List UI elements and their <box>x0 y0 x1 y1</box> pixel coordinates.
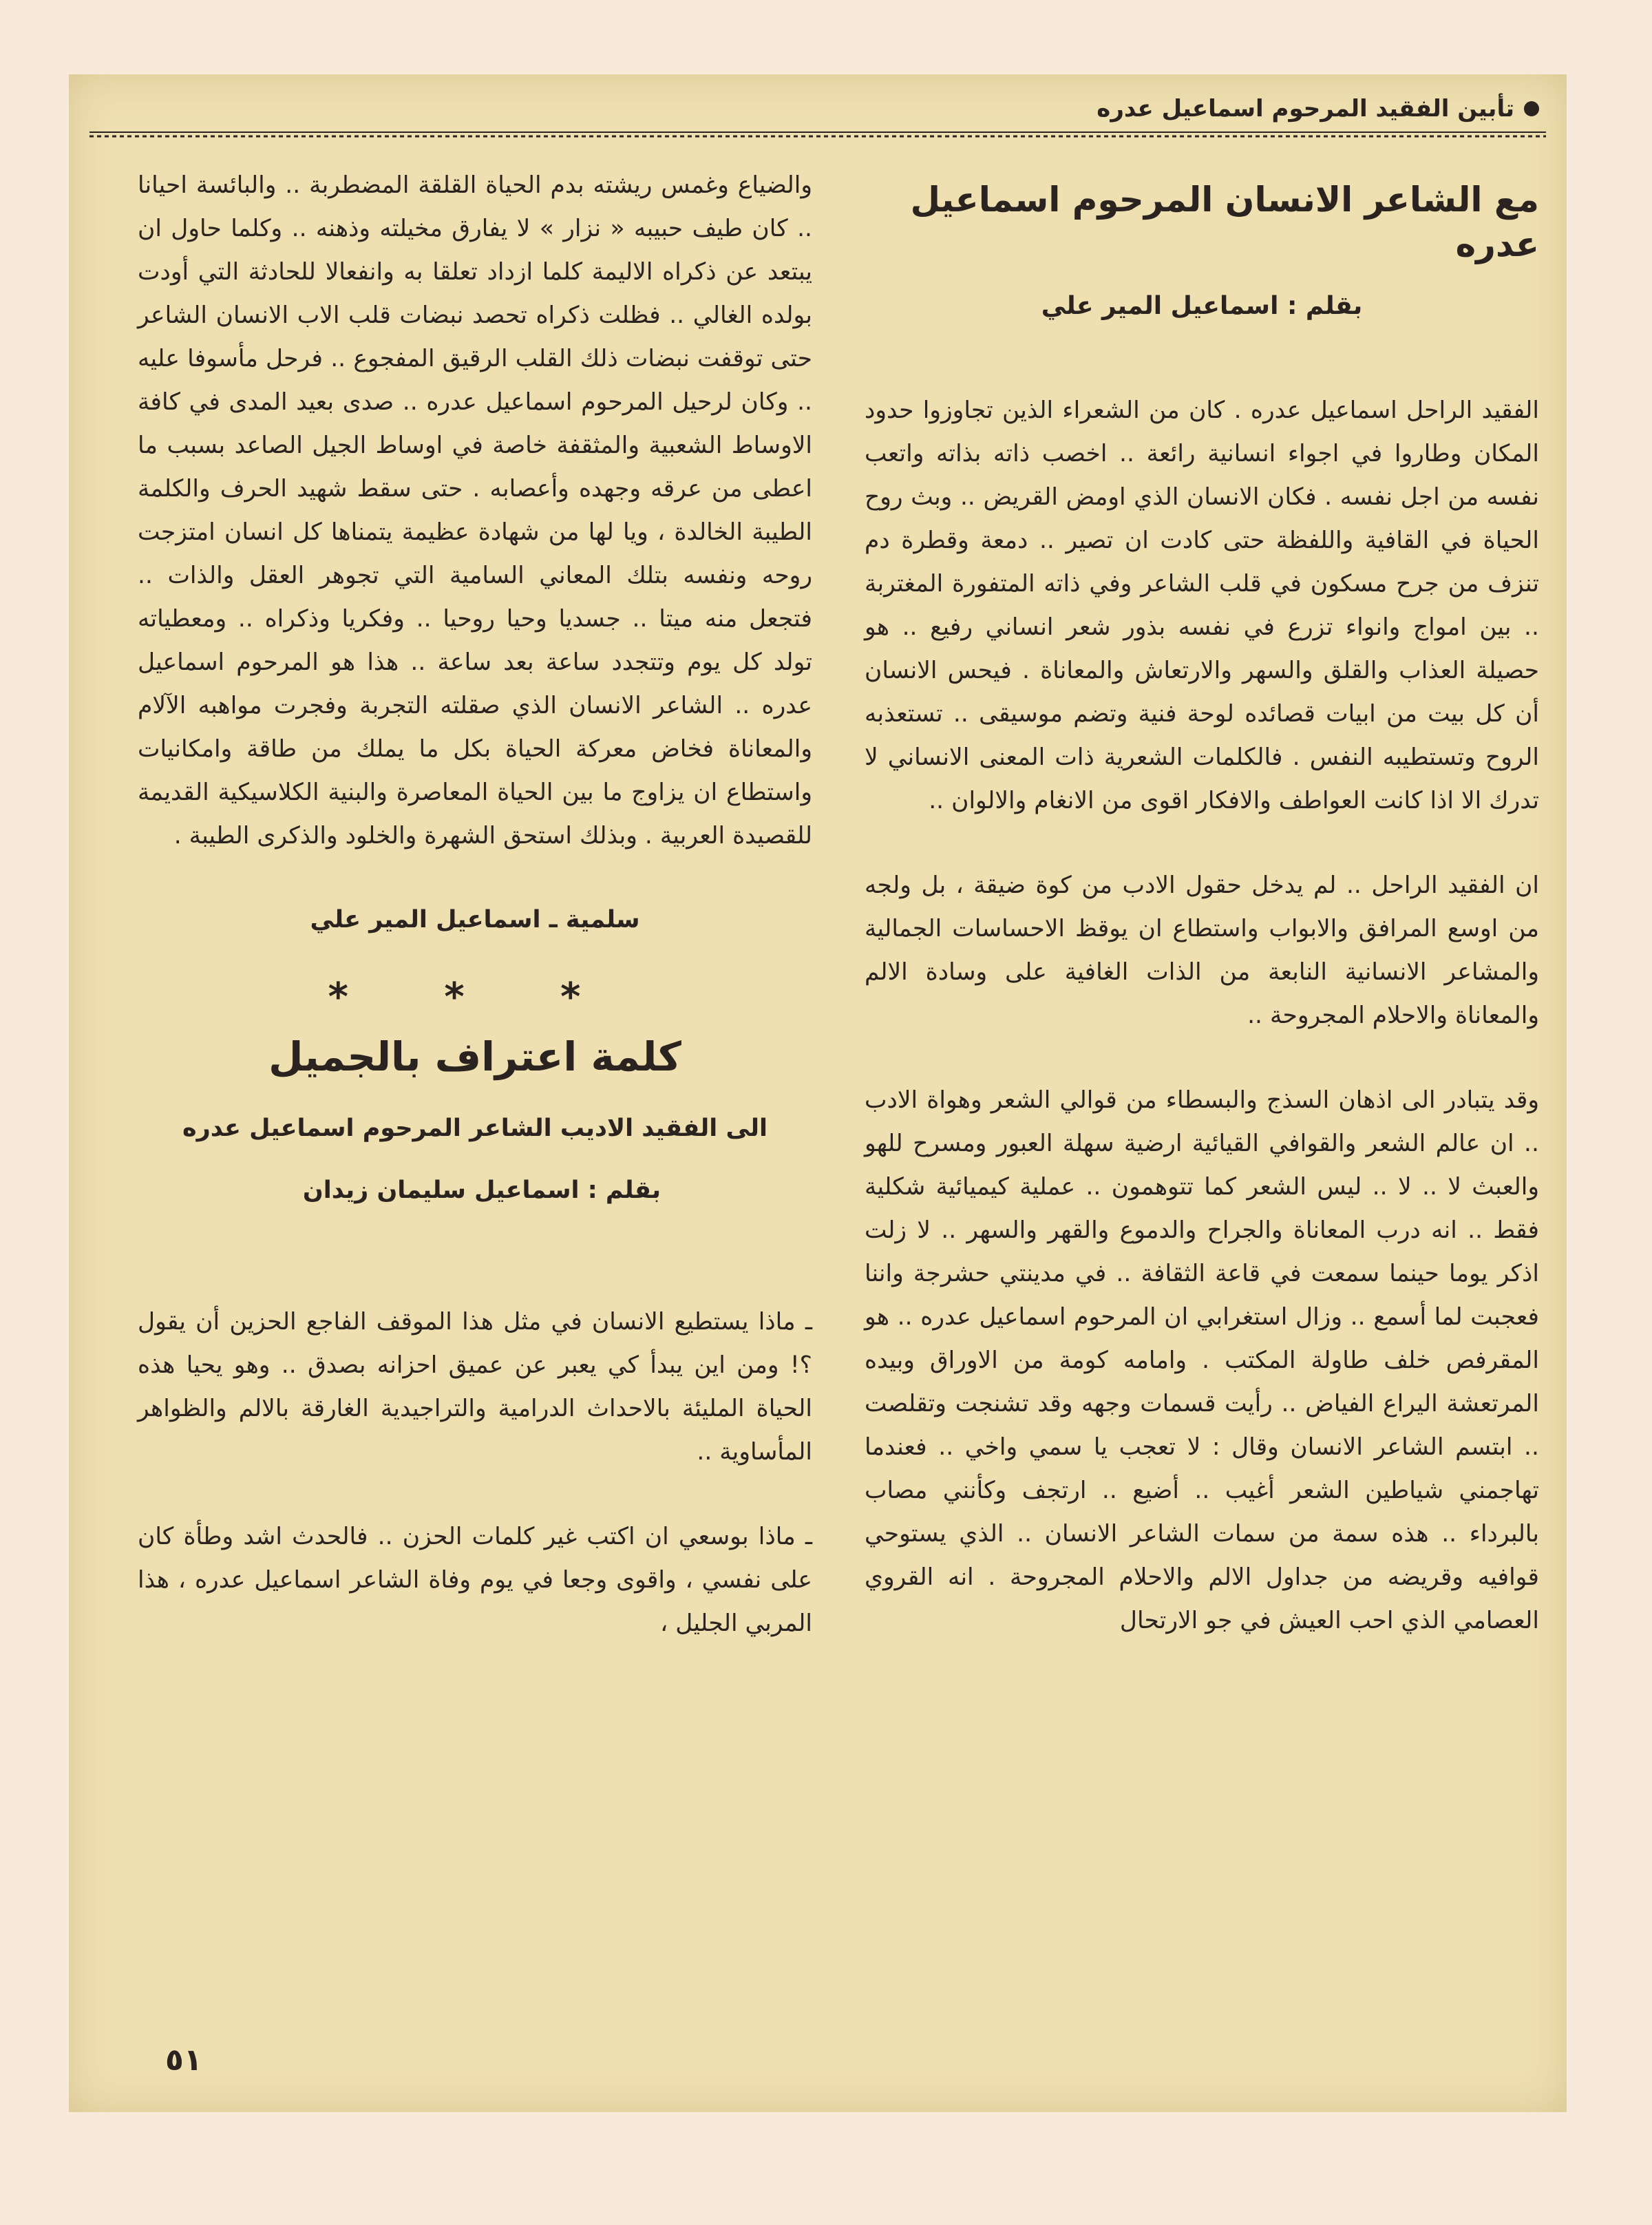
article-paragraph: وقد يتبادر الى اذهان السذج والبسطاء من قوالي الشعر وهواة الادب .. ان عالم الشعر والقوافي القيائية ارضية سهلة العبور ومسرح للهو والعبث لا .. لا .. ليس الشعر كما تتوهمون .. عملية كيميائية شكلية فقط .. انه درب المعاناة والجراح والدموع والقهر والسهر .. لا زلت اذكر يوما حينما سمعت في قاعة الثقافة .. في مدينتي حشرجة واننا فعجبت لما أسمع .. وزال استغرابي ان المرحوم اسماعيل عدره .. هو المقرفص خلف طاولة المكتب . وامامه كومة من الاوراق وبيده المرتعشة اليراع الفياض .. رأيت قسمات وجهه وقد تشنجت وتقلصت .. ابتسم الشاعر الانسان وقال : لا تعجب يا سمي واخي .. فعندما تهاجمني شياطين الشعر أغيب .. أضيع .. ارتجف وكأنني مصاب بالبرداء .. هذه سمة من سمات الشاعر الانسان .. الذي يستوحي قوافيه وقريضه من جداول الالم والاحلام المجروحة . انه القروي العصامي الذي احب العيش في جو الارتحال <box>865 1086 1539 1634</box>
second-article-title: كلمة اعتراف بالجميل <box>268 1033 681 1080</box>
page-number: ٥١ <box>165 2043 202 2078</box>
running-title: تأبين الفقيد المرحوم اسماعيل عدره <box>1097 95 1514 123</box>
article-signature: سلمية ـ اسماعيل المير علي <box>310 906 640 934</box>
right-column <box>865 164 1539 1684</box>
article-paragraph: ـ ماذا يستطيع الانسان في مثل هذا الموقف الفاجع الحزين أن يقول ؟! ومن اين يبدأ كي يعبر عن عميق احزانه بصدق .. وهو يحيا هذه الحياة المليئة بالاحداث الدرامية والتراجيدية الغارقة بالالم والظواهر المأساوية .. <box>138 1308 812 1466</box>
left-column <box>138 164 812 1687</box>
second-article-byline: بقلم : اسماعيل سليمان زيدان <box>302 1177 661 1204</box>
article-paragraph: الفقيد الراحل اسماعيل عدره . كان من الشعراء الذين تجاوزوا حدود المكان وطاروا في اجواء انسانية رائعة .. اخصب ذاته بذاته واتعب نفسه من اجل نفسه . فكان الانسان الذي اومض القريض .. وبث روح الحياة في القافية واللفظة حتى كادت ان تصير .. دمعة وقطرة دم تنزف من جرح مسكون في قلب الشاعر وفي ذاته المتفورة المغتربة .. بين امواج وانواء تزرع في نفسه بذور شعر انساني رفيع .. هو حصيلة العذاب والقلق والسهر والارتعاش والمعاناة . فيحس الانسان أن كل بيت من ابيات قصائده لوحة فنية وتضم موسيقى .. تستعذبه الروح وتستطيبه النفس . فالكلمات الشعرية ذات المعنى الانساني لا تدرك الا اذا كانت العواطف والافكار اقوى من الانغام والالوان .. <box>865 397 1539 814</box>
article-byline: بقلم : اسماعيل المير علي <box>1041 292 1363 320</box>
article-paragraph: والضياع وغمس ريشته بدم الحياة القلقة المضطربة .. والبائسة احيانا .. كان طيف حبيبه « نزار » لا يفارق مخيلته وذهنه .. وكلما حاول ان يبتعد عن ذكراه الاليمة كلما ازداد تعلقا به وانفعالا للحادثة التي أودت بولده الغالي .. فظلت ذكراه تحصد نبضات قلب الاب الانسان الشاعر حتى توقفت نبضات ذلك القلب الرقيق المفجوع .. فرحل مأسوفا عليه .. وكان لرحيل المرحوم اسماعيل عدره .. صدى بعيد المدى في كافة الاوساط الشعبية والمثقفة خاصة في اوساط الجيل الصاعد بسبب ما اعطى من عرقه وجهده وأعصابه . حتى سقط شهيد الحرف والكلمة الطيبة الخالدة ، ويا لها من شهادة عظيمة يتمناها كل انسان امتزجت روحه ونفسه بتلك المعاني السامية التي تجوهر العقل والذات .. فتجعل منه ميتا .. جسديا وحيا روحيا .. وفكريا وذكراه .. ومعطياته تولد كل يوم وتتجدد ساعة بعد ساعة .. هذا هو المرحوم اسماعيل عدره .. الشاعر الانسان الذي صقلته التجربة وفجرت مواهبه الآلام والمعاناة فخاض معركة الحياة بكل ما يملك من طاقة وامكانيات واستطاع ان يزاوج ما بين الحياة المعاصرة والبنية الكلاسيكية القديمة للقصيدة العربية . وبذلك استحق الشهرة والخلود والذكرى الطيبة . <box>138 171 812 850</box>
article-paragraph: ـ ماذا بوسعي ان اكتب غير كلمات الحزن .. فالحدث اشد وطأة كان على نفسي ، واقوى وجعا في يوم وفاة الشاعر اسماعيل عدره ، هذا المربي الجليل ، <box>138 1523 812 1637</box>
magazine-page <box>69 74 1567 2112</box>
section-separator: * * * <box>328 975 622 1020</box>
bullet-icon <box>1524 101 1539 116</box>
running-header <box>1097 95 1539 123</box>
decorative-rule <box>89 131 1546 138</box>
article-paragraph: ان الفقيد الراحل .. لم يدخل حقول الادب من كوة ضيقة ، بل ولجه من اوسع المرافق والابواب واستطاع ان يوقظ الاحساسات الجمالية والمشاعر الانسانية النابعة من الذات الغافية على وسادة الالم والمعاناة والاحلام المجروحة .. <box>865 872 1539 1029</box>
article-title: مع الشاعر الانسان المرحوم اسماعيل عدره <box>910 180 1539 264</box>
second-article-subtitle: الى الفقيد الاديب الشاعر المرحوم اسماعيل عدره <box>182 1115 768 1142</box>
